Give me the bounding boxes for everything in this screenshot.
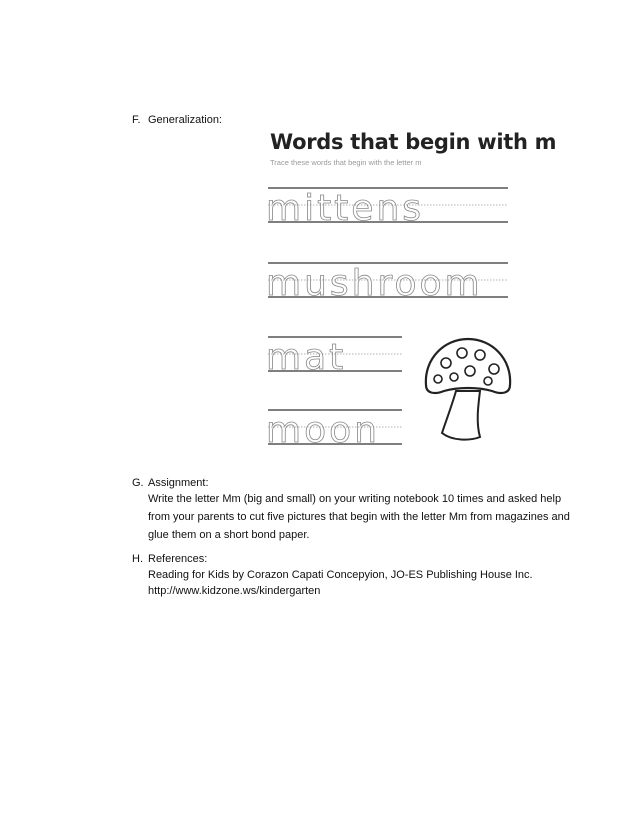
section-title: References:	[148, 553, 208, 565]
reference-link[interactable]: http://www.kidzone.ws/kindergarten	[148, 585, 321, 597]
section-letter: H.	[132, 553, 143, 565]
section-references	[132, 551, 612, 601]
section-letter: G.	[132, 477, 144, 489]
assignment-line: glue them on a short bond paper.	[148, 529, 310, 541]
section-letter: F.	[132, 114, 141, 126]
section-title: Generalization:	[148, 114, 222, 126]
trace-word-mushroom: mushroom	[266, 263, 483, 304]
tracing-worksheet	[262, 128, 557, 458]
trace-word-moon: moon	[266, 410, 380, 451]
section-title: Assignment:	[148, 477, 209, 489]
trace-word-mat: mat	[266, 337, 347, 378]
worksheet-subtitle: Trace these words that begin with the letter m	[270, 158, 422, 167]
assignment-line: from your parents to cut five pictures that begin with the letter Mm from magazines and	[148, 511, 570, 523]
worksheet-title: Words that begin with m	[270, 130, 557, 154]
trace-word-mittens: mittens	[266, 188, 425, 229]
section-assignment	[132, 475, 612, 545]
mushroom-icon	[422, 333, 514, 445]
reference-line: Reading for Kids by Corazon Capati Concepyion, JO-ES Publishing House Inc.	[148, 569, 533, 581]
assignment-line: Write the letter Mm (big and small) on your writing notebook 10 times and asked help	[148, 493, 562, 505]
